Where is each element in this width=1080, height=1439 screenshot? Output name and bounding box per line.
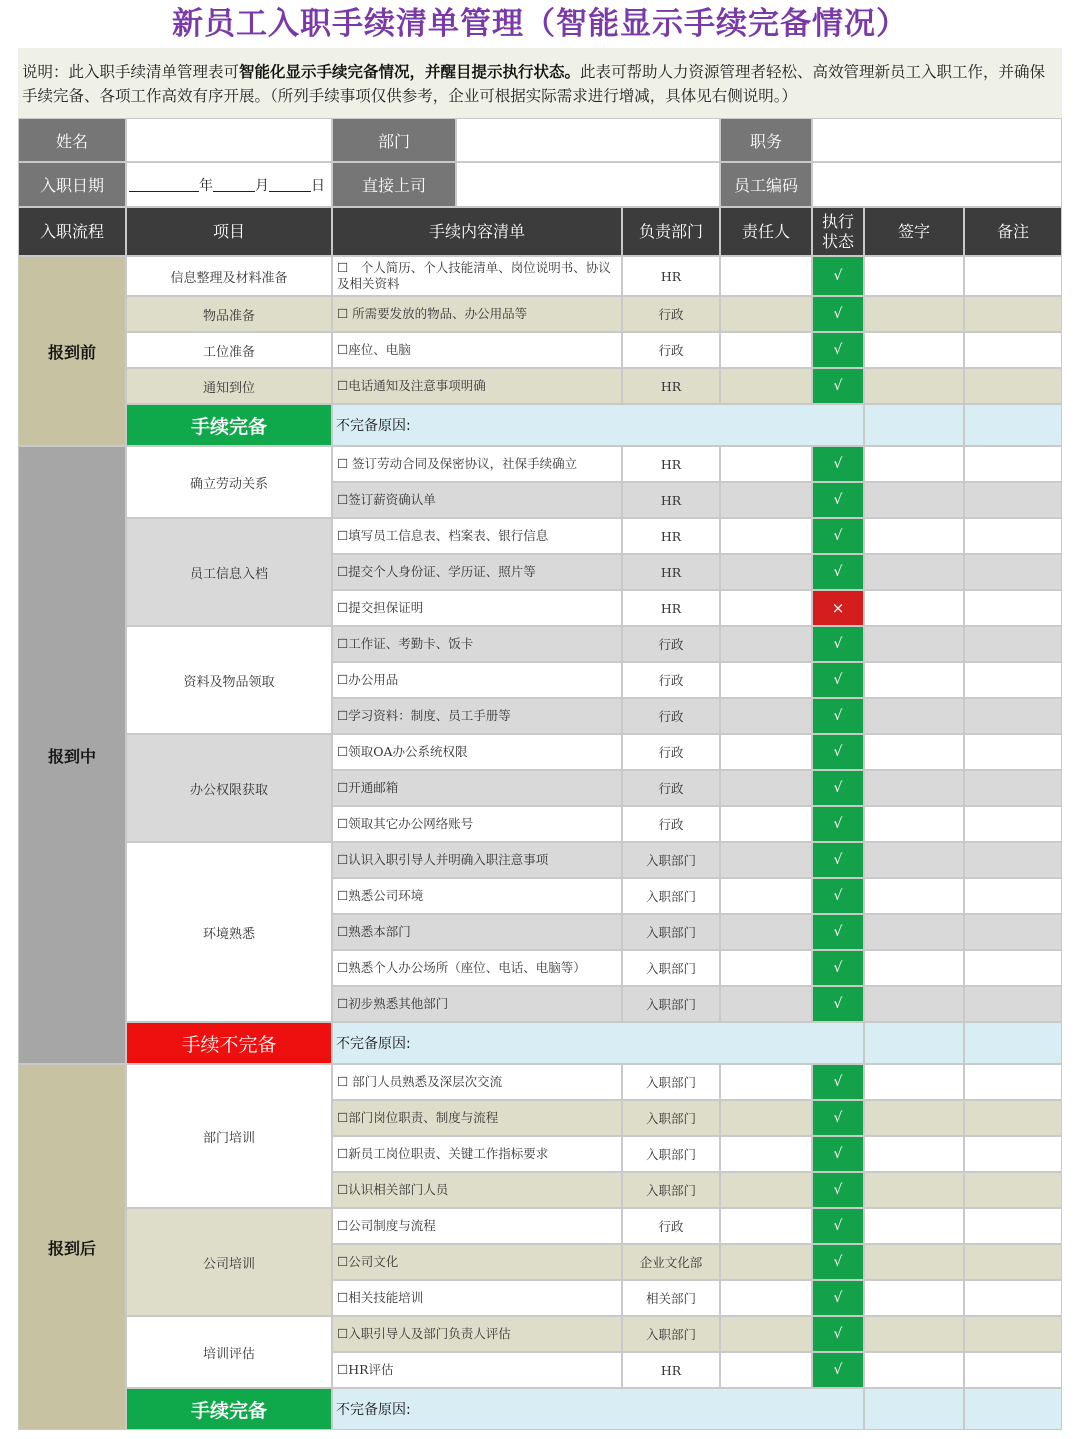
summary-remark-cell	[964, 404, 1062, 446]
col-header-content: 手续内容清单	[332, 207, 622, 256]
task-content: ☐HR评估	[332, 1352, 622, 1388]
status-complete-icon: √	[812, 626, 864, 662]
item-label: 信息整理及材料准备	[126, 256, 332, 296]
task-dept: 行政	[622, 734, 720, 770]
task-owner-input[interactable]	[720, 446, 812, 482]
task-owner-input[interactable]	[720, 296, 812, 332]
task-sign-input[interactable]	[864, 914, 964, 950]
item-label: 确立劳动关系	[126, 446, 332, 518]
task-remark-input[interactable]	[964, 1136, 1062, 1172]
task-dept: 入职部门	[622, 1064, 720, 1100]
status-complete-icon: √	[812, 1352, 864, 1388]
task-dept: 相关部门	[622, 1280, 720, 1316]
status-complete-icon: √	[812, 1316, 864, 1352]
task-sign-input[interactable]	[864, 1352, 964, 1388]
task-sign-input[interactable]	[864, 296, 964, 332]
task-sign-input[interactable]	[864, 842, 964, 878]
task-content: ☐公司文化	[332, 1244, 622, 1280]
task-remark-input[interactable]	[964, 626, 1062, 662]
task-owner-input[interactable]	[720, 590, 812, 626]
status-complete-icon: √	[812, 950, 864, 986]
task-owner-input[interactable]	[720, 256, 812, 296]
task-owner-input[interactable]	[720, 482, 812, 518]
task-dept: HR	[622, 446, 720, 482]
task-sign-input[interactable]	[864, 878, 964, 914]
status-complete-icon: √	[812, 256, 864, 296]
task-owner-input[interactable]	[720, 518, 812, 554]
status-complete-icon: √	[812, 1208, 864, 1244]
status-complete-icon: √	[812, 1280, 864, 1316]
task-dept: 行政	[622, 626, 720, 662]
task-content: ☐电话通知及注意事项明确	[332, 368, 622, 404]
task-sign-input[interactable]	[864, 518, 964, 554]
task-remark-input[interactable]	[964, 1352, 1062, 1388]
task-owner-input[interactable]	[720, 662, 812, 698]
task-content: ☐签订薪资确认单	[332, 482, 622, 518]
item-label: 办公权限获取	[126, 734, 332, 842]
task-content: ☐办公用品	[332, 662, 622, 698]
task-remark-input[interactable]	[964, 482, 1062, 518]
status-complete-icon: √	[812, 842, 864, 878]
task-owner-input[interactable]	[720, 986, 812, 1022]
status-complete-icon: √	[812, 914, 864, 950]
task-owner-input[interactable]	[720, 806, 812, 842]
task-sign-input[interactable]	[864, 332, 964, 368]
task-content: ☐熟悉个人办公场所（座位、电话、电脑等）	[332, 950, 622, 986]
description-bold: 智能化显示手续完备情况，并醒目提示执行状态。	[239, 63, 581, 81]
task-remark-input[interactable]	[964, 256, 1062, 296]
task-remark-input[interactable]	[964, 1064, 1062, 1100]
task-dept: 入职部门	[622, 986, 720, 1022]
task-owner-input[interactable]	[720, 842, 812, 878]
task-remark-input[interactable]	[964, 296, 1062, 332]
task-sign-input[interactable]	[864, 1064, 964, 1100]
summary-sign-cell	[864, 404, 964, 446]
task-content: ☐初步熟悉其他部门	[332, 986, 622, 1022]
task-content: ☐学习资料：制度、员工手册等	[332, 698, 622, 734]
task-sign-input[interactable]	[864, 1136, 964, 1172]
task-dept: HR	[622, 1352, 720, 1388]
date-day: 日	[311, 177, 325, 194]
task-remark-input[interactable]	[964, 446, 1062, 482]
date-month: 月	[255, 177, 269, 194]
task-remark-input[interactable]	[964, 518, 1062, 554]
task-owner-input[interactable]	[720, 1316, 812, 1352]
task-sign-input[interactable]	[864, 950, 964, 986]
task-dept: HR	[622, 554, 720, 590]
task-content: ☐熟悉本部门	[332, 914, 622, 950]
status-complete-icon: √	[812, 662, 864, 698]
task-dept: 行政	[622, 332, 720, 368]
task-owner-input[interactable]	[720, 914, 812, 950]
status-complete-icon: √	[812, 368, 864, 404]
task-sign-input[interactable]	[864, 806, 964, 842]
col-header-item: 项目	[126, 207, 332, 256]
task-dept: HR	[622, 368, 720, 404]
task-sign-input[interactable]	[864, 1244, 964, 1280]
task-dept: 入职部门	[622, 950, 720, 986]
description-suffix: 此表可帮助人力资源管理者轻松、高效管理新员工入职工作，并确保手续完备、各项工作高效有序开展。（所列手续事项仅供参考，企业可根据实际需求进行增减，具体见右侧说明。）	[22, 63, 1046, 105]
status-complete-icon: √	[812, 296, 864, 332]
completion-status-badge: 手续完备	[126, 1388, 332, 1430]
dept-label: 部门	[332, 118, 456, 162]
task-remark-input[interactable]	[964, 368, 1062, 404]
task-owner-input[interactable]	[720, 554, 812, 590]
item-label: 物品准备	[126, 296, 332, 332]
status-complete-icon: √	[812, 770, 864, 806]
task-owner-input[interactable]	[720, 698, 812, 734]
item-label: 员工信息入档	[126, 518, 332, 626]
task-sign-input[interactable]	[864, 1100, 964, 1136]
date-label: 入职日期	[18, 162, 126, 207]
summary-remark-cell	[964, 1022, 1062, 1064]
task-owner-input[interactable]	[720, 878, 812, 914]
task-content: ☐座位、电脑	[332, 332, 622, 368]
task-sign-input[interactable]	[864, 256, 964, 296]
stage-label: 报到前	[18, 256, 126, 446]
dept-input[interactable]	[456, 118, 720, 162]
status-complete-icon: √	[812, 1244, 864, 1280]
task-remark-input[interactable]	[964, 1244, 1062, 1280]
task-dept: HR	[622, 590, 720, 626]
status-complete-icon: √	[812, 1172, 864, 1208]
task-owner-input[interactable]	[720, 1100, 812, 1136]
task-content: ☐部门岗位职责、制度与流程	[332, 1100, 622, 1136]
task-owner-input[interactable]	[720, 734, 812, 770]
task-content: ☐认识相关部门人员	[332, 1172, 622, 1208]
name-label: 姓名	[18, 118, 126, 162]
task-content: ☐新员工岗位职责、关键工作指标要求	[332, 1136, 622, 1172]
task-remark-input[interactable]	[964, 878, 1062, 914]
date-year: 年	[199, 177, 213, 194]
task-content: ☐ 部门人员熟悉及深层次交流	[332, 1064, 622, 1100]
task-content: ☐领取其它办公网络账号	[332, 806, 622, 842]
empid-label: 员工编码	[720, 162, 812, 207]
task-content: ☐ 个人简历、个人技能清单、岗位说明书、协议及相关资料	[332, 256, 622, 296]
supervisor-input[interactable]	[456, 162, 720, 207]
task-remark-input[interactable]	[964, 734, 1062, 770]
task-dept: 行政	[622, 698, 720, 734]
status-complete-icon: √	[812, 1100, 864, 1136]
page-title: 新员工入职手续清单管理（智能显示手续完备情况）	[172, 6, 908, 42]
incomplete-reason-field[interactable]: 不完备原因:	[332, 404, 864, 446]
task-dept: 入职部门	[622, 1172, 720, 1208]
item-label: 资料及物品领取	[126, 626, 332, 734]
stage-label: 报到中	[18, 446, 126, 1064]
task-dept: 入职部门	[622, 1100, 720, 1136]
completion-status-badge: 手续完备	[126, 404, 332, 446]
task-dept: 入职部门	[622, 1136, 720, 1172]
incomplete-reason-field[interactable]: 不完备原因:	[332, 1388, 864, 1430]
task-sign-input[interactable]	[864, 482, 964, 518]
task-remark-input[interactable]	[964, 770, 1062, 806]
task-dept: HR	[622, 256, 720, 296]
status-complete-icon: √	[812, 332, 864, 368]
task-content: ☐ 所需要发放的物品、办公用品等	[332, 296, 622, 332]
task-owner-input[interactable]	[720, 1172, 812, 1208]
task-remark-input[interactable]	[964, 590, 1062, 626]
task-dept: 企业文化部	[622, 1244, 720, 1280]
task-remark-input[interactable]	[964, 698, 1062, 734]
task-content: ☐提交担保证明	[332, 590, 622, 626]
task-sign-input[interactable]	[864, 1316, 964, 1352]
description	[18, 48, 1062, 118]
task-content: ☐提交个人身份证、学历证、照片等	[332, 554, 622, 590]
status-complete-icon: √	[812, 986, 864, 1022]
task-remark-input[interactable]	[964, 806, 1062, 842]
incomplete-reason-field[interactable]: 不完备原因:	[332, 1022, 864, 1064]
task-dept: 行政	[622, 662, 720, 698]
task-dept: HR	[622, 518, 720, 554]
task-dept: 入职部门	[622, 914, 720, 950]
col-header-owner: 责任人	[720, 207, 812, 256]
task-sign-input[interactable]	[864, 986, 964, 1022]
status-complete-icon: √	[812, 878, 864, 914]
task-owner-input[interactable]	[720, 1136, 812, 1172]
task-content: ☐工作证、考勤卡、饭卡	[332, 626, 622, 662]
task-owner-input[interactable]	[720, 770, 812, 806]
summary-sign-cell	[864, 1022, 964, 1064]
status-complete-icon: √	[812, 482, 864, 518]
col-header-stage: 入职流程	[18, 207, 126, 256]
task-sign-input[interactable]	[864, 446, 964, 482]
task-content: ☐ 签订劳动合同及保密协议，社保手续确立	[332, 446, 622, 482]
task-dept: 行政	[622, 296, 720, 332]
status-complete-icon: √	[812, 734, 864, 770]
task-remark-input[interactable]	[964, 986, 1062, 1022]
col-header-status: 执行 状态	[812, 207, 864, 256]
task-content: ☐公司制度与流程	[332, 1208, 622, 1244]
task-dept: HR	[622, 482, 720, 518]
supervisor-label: 直接上司	[332, 162, 456, 207]
summary-sign-cell	[864, 1388, 964, 1430]
task-remark-input[interactable]	[964, 1100, 1062, 1136]
task-content: ☐开通邮箱	[332, 770, 622, 806]
task-sign-input[interactable]	[864, 1172, 964, 1208]
col-header-dept: 负责部门	[622, 207, 720, 256]
task-remark-input[interactable]	[964, 950, 1062, 986]
description-prefix: 说明：此入职手续清单管理表可	[22, 63, 240, 81]
item-label: 工位准备	[126, 332, 332, 368]
task-content: ☐相关技能培训	[332, 1280, 622, 1316]
task-remark-input[interactable]	[964, 554, 1062, 590]
task-dept: 入职部门	[622, 842, 720, 878]
task-dept: 入职部门	[622, 878, 720, 914]
task-remark-input[interactable]	[964, 1280, 1062, 1316]
task-remark-input[interactable]	[964, 842, 1062, 878]
task-sign-input[interactable]	[864, 698, 964, 734]
task-sign-input[interactable]	[864, 554, 964, 590]
status-incomplete-icon: ×	[812, 590, 864, 626]
task-owner-input[interactable]	[720, 1064, 812, 1100]
task-sign-input[interactable]	[864, 770, 964, 806]
col-header-remark: 备注	[964, 207, 1062, 256]
task-owner-input[interactable]	[720, 1208, 812, 1244]
task-owner-input[interactable]	[720, 332, 812, 368]
task-remark-input[interactable]	[964, 1316, 1062, 1352]
task-remark-input[interactable]	[964, 332, 1062, 368]
task-sign-input[interactable]	[864, 662, 964, 698]
task-sign-input[interactable]	[864, 1280, 964, 1316]
task-sign-input[interactable]	[864, 626, 964, 662]
status-complete-icon: √	[812, 806, 864, 842]
task-dept: 行政	[622, 1208, 720, 1244]
status-complete-icon: √	[812, 1064, 864, 1100]
item-label: 部门培训	[126, 1064, 332, 1208]
task-remark-input[interactable]	[964, 1172, 1062, 1208]
item-label: 培训评估	[126, 1316, 332, 1388]
task-owner-input[interactable]	[720, 1244, 812, 1280]
item-label: 公司培训	[126, 1208, 332, 1316]
item-label: 环境熟悉	[126, 842, 332, 1022]
task-dept: 行政	[622, 806, 720, 842]
summary-remark-cell	[964, 1388, 1062, 1430]
task-remark-input[interactable]	[964, 914, 1062, 950]
status-complete-icon: √	[812, 1136, 864, 1172]
task-sign-input[interactable]	[864, 1208, 964, 1244]
status-complete-icon: √	[812, 446, 864, 482]
task-content: ☐入职引导人及部门负责人评估	[332, 1316, 622, 1352]
task-content: ☐填写员工信息表、档案表、银行信息	[332, 518, 622, 554]
task-owner-input[interactable]	[720, 950, 812, 986]
task-owner-input[interactable]	[720, 368, 812, 404]
task-remark-input[interactable]	[964, 662, 1062, 698]
name-input[interactable]	[126, 118, 332, 162]
date-input[interactable]	[126, 162, 332, 207]
task-owner-input[interactable]	[720, 1280, 812, 1316]
status-complete-icon: √	[812, 554, 864, 590]
item-label: 通知到位	[126, 368, 332, 404]
task-content: ☐认识入职引导人并明确入职注意事项	[332, 842, 622, 878]
task-dept: 行政	[622, 770, 720, 806]
task-owner-input[interactable]	[720, 1352, 812, 1388]
position-input[interactable]	[812, 118, 1062, 162]
task-content: ☐熟悉公司环境	[332, 878, 622, 914]
col-header-sign: 签字	[864, 207, 964, 256]
task-sign-input[interactable]	[864, 590, 964, 626]
completion-status-badge: 手续不完备	[126, 1022, 332, 1064]
task-sign-input[interactable]	[864, 368, 964, 404]
position-label: 职务	[720, 118, 812, 162]
task-dept: 入职部门	[622, 1316, 720, 1352]
status-complete-icon: √	[812, 518, 864, 554]
task-content: ☐领取OA办公系统权限	[332, 734, 622, 770]
stage-label: 报到后	[18, 1064, 126, 1430]
task-sign-input[interactable]	[864, 734, 964, 770]
status-complete-icon: √	[812, 698, 864, 734]
task-owner-input[interactable]	[720, 626, 812, 662]
empid-input[interactable]	[812, 162, 1062, 207]
task-remark-input[interactable]	[964, 1208, 1062, 1244]
